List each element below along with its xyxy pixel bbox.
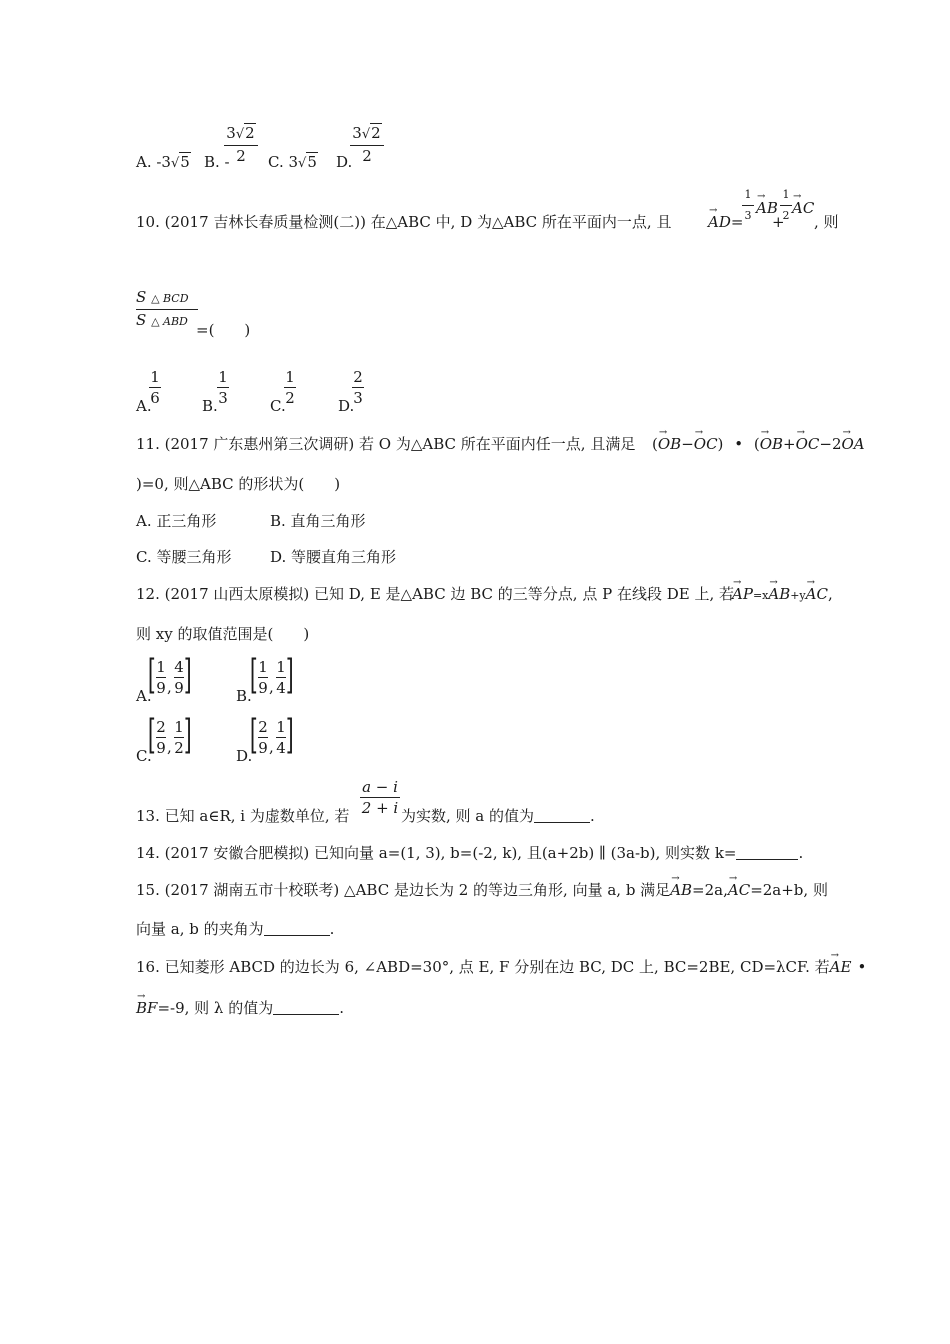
q12-option-d-interval: [ 2 9 , 1 4 ] xyxy=(249,712,294,758)
q13-tail xyxy=(401,806,595,826)
q11-vec-oc2: → OC xyxy=(796,434,820,454)
q10-coef2-num: 1 xyxy=(782,188,790,201)
q13-stem xyxy=(136,806,349,826)
q12-vec-ac: → AC xyxy=(806,584,828,604)
q10-area-ratio xyxy=(136,288,198,331)
q9-a-radicand: 5 xyxy=(180,153,190,171)
q10-coef-2 xyxy=(780,186,792,225)
q11-vec-oa: → OA xyxy=(842,434,865,454)
q9-b-rad: 2 xyxy=(245,124,255,142)
q11-paren-close-1: ) xyxy=(717,435,724,453)
q10-b-den: 3 xyxy=(218,389,228,407)
q12-d-n1: 2 xyxy=(258,718,268,736)
q11-expression xyxy=(652,434,865,454)
q10-b-num: 1 xyxy=(218,368,228,386)
q14-end: . xyxy=(798,844,804,862)
q12-b-label: B. xyxy=(236,687,252,705)
q15-tail: =2a+b, 则 xyxy=(750,881,828,899)
q10-eq: = xyxy=(730,213,744,231)
q16-line2 xyxy=(136,998,344,1018)
q10-a-label: A. xyxy=(136,397,152,415)
q11-line2-text: )=0, 则△ABC 的形状为( ) xyxy=(136,475,341,493)
q12-comma: , xyxy=(827,585,833,603)
q9-c-label: C. 3 xyxy=(268,153,299,171)
q16-vec-ae: → AE xyxy=(830,957,852,977)
q10-vector-ad xyxy=(708,212,743,232)
q11-minus: − xyxy=(681,435,694,453)
q12-expression xyxy=(732,584,833,606)
q10-option-b-fraction xyxy=(217,368,229,407)
q10-d-num: 2 xyxy=(353,368,363,386)
q11-plus: + xyxy=(783,435,796,453)
q14-answer-blank[interactable] xyxy=(736,845,798,860)
q12-option-a-interval: [ 1 9 , 4 9 ] xyxy=(147,652,192,698)
q16-dot: • xyxy=(857,958,867,976)
q9-b-num: 3 xyxy=(226,124,236,142)
q15-mid: =2a, xyxy=(692,881,728,899)
q12-eqx: =x xyxy=(752,589,769,602)
q10-tail-text: , 则 xyxy=(814,213,839,231)
q9-a-label: A. -3 xyxy=(136,153,171,171)
q10-coef-1 xyxy=(742,186,754,225)
q12-c-n1: 2 xyxy=(156,718,166,736)
q12-plusy: +y xyxy=(790,589,806,602)
q10-ratio-num-s: S xyxy=(136,288,147,306)
q12-line2 xyxy=(136,624,309,644)
q12-d-d1: 9 xyxy=(258,739,268,757)
q11-option-a xyxy=(136,511,216,531)
q9-d-label: D. xyxy=(336,153,353,171)
q11-paren-open-2: ( xyxy=(753,435,760,453)
q10-vec-ab: → AB xyxy=(756,198,778,218)
q15-stem xyxy=(136,880,828,900)
q10-c-num: 1 xyxy=(285,368,295,386)
q10-ratio-tail xyxy=(196,320,250,340)
q13-text: 13. 已知 a∈R, i 为虚数单位, 若 xyxy=(136,807,350,825)
q11-vec-oc: → OC xyxy=(694,434,718,454)
q12-d-n2: 1 xyxy=(276,718,286,736)
q9-d-num: 3 xyxy=(352,124,362,142)
q12-b-n2: 1 xyxy=(276,658,286,676)
q10-c-den: 2 xyxy=(285,389,295,407)
q11-option-b xyxy=(270,511,366,531)
q15-answer-blank[interactable] xyxy=(264,921,330,936)
q9-c-radicand: 5 xyxy=(307,153,317,171)
q11-option-c xyxy=(136,547,231,567)
q11-paren-open-1: ( xyxy=(652,435,658,453)
q15-vec-ac: → AC xyxy=(728,880,750,900)
q13-answer-blank[interactable] xyxy=(534,808,590,823)
q11-option-d xyxy=(270,547,396,567)
q12-c-d2: 2 xyxy=(174,739,184,757)
q12-option-c-interval: [ 2 9 , 1 2 ] xyxy=(147,712,192,758)
q12-c-label: C. xyxy=(136,747,152,765)
q9-option-a: A. -3√5 xyxy=(136,153,190,171)
q16-stem xyxy=(136,957,866,977)
q10-ratio-den-sub: △ ABD xyxy=(151,315,188,328)
q16-end: . xyxy=(339,999,344,1017)
q11-vec-ob: → OB xyxy=(658,434,681,454)
q11-b-text: B. 直角三角形 xyxy=(270,512,366,530)
q13-tail-text: 为实数, 则 a 的值为 xyxy=(401,807,535,825)
q11-text: 11. (2017 广东惠州第三次调研) 若 O 为△ABC 所在平面内任一点, 且满足 xyxy=(136,435,636,453)
q14-text: 14. (2017 安徽合肥模拟) 已知向量 a=(1, 3), b=(-2, k), 且(a+2b) ∥ (3a-b), 则实数 k= xyxy=(136,844,737,862)
q10-a-den: 6 xyxy=(150,389,160,407)
q16-vec-bf: → BF xyxy=(136,998,157,1018)
q12-a-d2: 9 xyxy=(174,679,184,697)
q10-ratio-den-s: S xyxy=(136,311,147,329)
q9-option-c: C. 3√5 xyxy=(268,153,317,171)
q10-text: 10. (2017 吉林长春质量检测(二)) 在△ABC 中, D 为△ABC 所在平面内一点, 且 xyxy=(136,213,672,231)
q10-d-label: D. xyxy=(338,397,355,415)
q16-answer-blank[interactable] xyxy=(273,1000,339,1015)
q9-b-den: 2 xyxy=(236,147,246,165)
q12-vec-ab: → AB xyxy=(768,584,790,604)
q10-coef1-num: 1 xyxy=(744,188,752,201)
q11-c-text: C. 等腰三角形 xyxy=(136,548,232,566)
q11-vec-ob2: → OB xyxy=(760,434,783,454)
q15-vec-ab: → AB xyxy=(670,880,692,900)
q13-end: . xyxy=(590,807,595,825)
q10-option-a-fraction xyxy=(149,368,161,407)
q10-c-label: C. xyxy=(270,397,286,415)
q10-coef2-den: 2 xyxy=(782,209,790,222)
q12-line2-text: 则 xy 的取值范围是( ) xyxy=(136,625,310,643)
q11-line2 xyxy=(136,474,340,494)
q13-frac-num: a − i xyxy=(362,778,398,796)
q12-c-d1: 9 xyxy=(156,739,166,757)
q11-minus2: −2 xyxy=(819,435,842,453)
q12-a-d1: 9 xyxy=(156,679,166,697)
q10-vector-ac xyxy=(792,198,814,218)
q15-end: . xyxy=(329,920,335,938)
q10-option-d-fraction xyxy=(352,368,364,407)
q10-option-b-label xyxy=(202,396,218,416)
q10-coef1-den: 3 xyxy=(744,209,752,222)
q15-line2 xyxy=(136,919,334,939)
q16-line2-text: =-9, 则 λ 的值为 xyxy=(157,999,274,1017)
q13-fraction xyxy=(360,778,400,817)
q10-a-num: 1 xyxy=(150,368,160,386)
q16-text: 16. 已知菱形 ABCD 的边长为 6, ∠ABD=30°, 点 E, F 分别在边 BC, DC 上, BC=2BE, CD=λCF. 若 xyxy=(136,958,830,976)
q15-line2-text: 向量 a, b 的夹角为 xyxy=(136,920,264,938)
q12-b-d2: 4 xyxy=(276,679,286,697)
q9-option-b-fraction: 3√2 2 xyxy=(224,124,258,165)
q12-d-label: D. xyxy=(236,747,253,765)
q11-dot: • xyxy=(734,435,744,453)
q9-d-rad: 2 xyxy=(371,124,381,142)
q14-stem xyxy=(136,843,803,863)
q12-text: 12. (2017 山西太原模拟) 已知 D, E 是△ABC 边 BC 的三等分点, 点 P 在线段 DE 上, 若 xyxy=(136,585,734,603)
q10-ratio-num-sub: △ BCD xyxy=(151,292,189,305)
q13-frac-den: 2 + i xyxy=(361,799,399,817)
q12-b-n1: 1 xyxy=(258,658,268,676)
q10-d-den: 3 xyxy=(353,389,363,407)
q12-vec-ap: → AP xyxy=(732,584,753,604)
q10-vec-ac: → AC xyxy=(792,198,814,218)
q10-vec-ad: → AD xyxy=(708,212,731,232)
q9-option-d-fraction: 3√2 2 xyxy=(350,124,384,165)
q12-a-n1: 1 xyxy=(156,658,166,676)
q11-d-text: D. 等腰直角三角形 xyxy=(270,548,397,566)
q9-d-den: 2 xyxy=(362,147,372,165)
q10-tail xyxy=(814,212,839,232)
q9-b-label: B. - xyxy=(204,153,230,171)
q10-stem xyxy=(136,212,671,232)
q10-plus-sign: + xyxy=(772,213,785,231)
q12-c-n2: 1 xyxy=(174,718,184,736)
q12-d-d2: 4 xyxy=(276,739,286,757)
q12-b-d1: 9 xyxy=(258,679,268,697)
q12-option-b-interval: [ 1 9 , 1 4 ] xyxy=(249,652,294,698)
q12-a-n2: 4 xyxy=(174,658,184,676)
q10-option-c-fraction xyxy=(284,368,296,407)
q12-stem xyxy=(136,584,734,604)
q10-ratio-tail-text: =( ) xyxy=(196,321,251,339)
q10-b-label: B. xyxy=(202,397,218,415)
q15-text: 15. (2017 湖南五市十校联考) △ABC 是边长为 2 的等边三角形, 向量 a, b 满足 xyxy=(136,881,671,899)
q11-stem xyxy=(136,434,635,454)
q12-a-label: A. xyxy=(136,687,152,705)
q11-a-text: A. 正三角形 xyxy=(136,512,217,530)
